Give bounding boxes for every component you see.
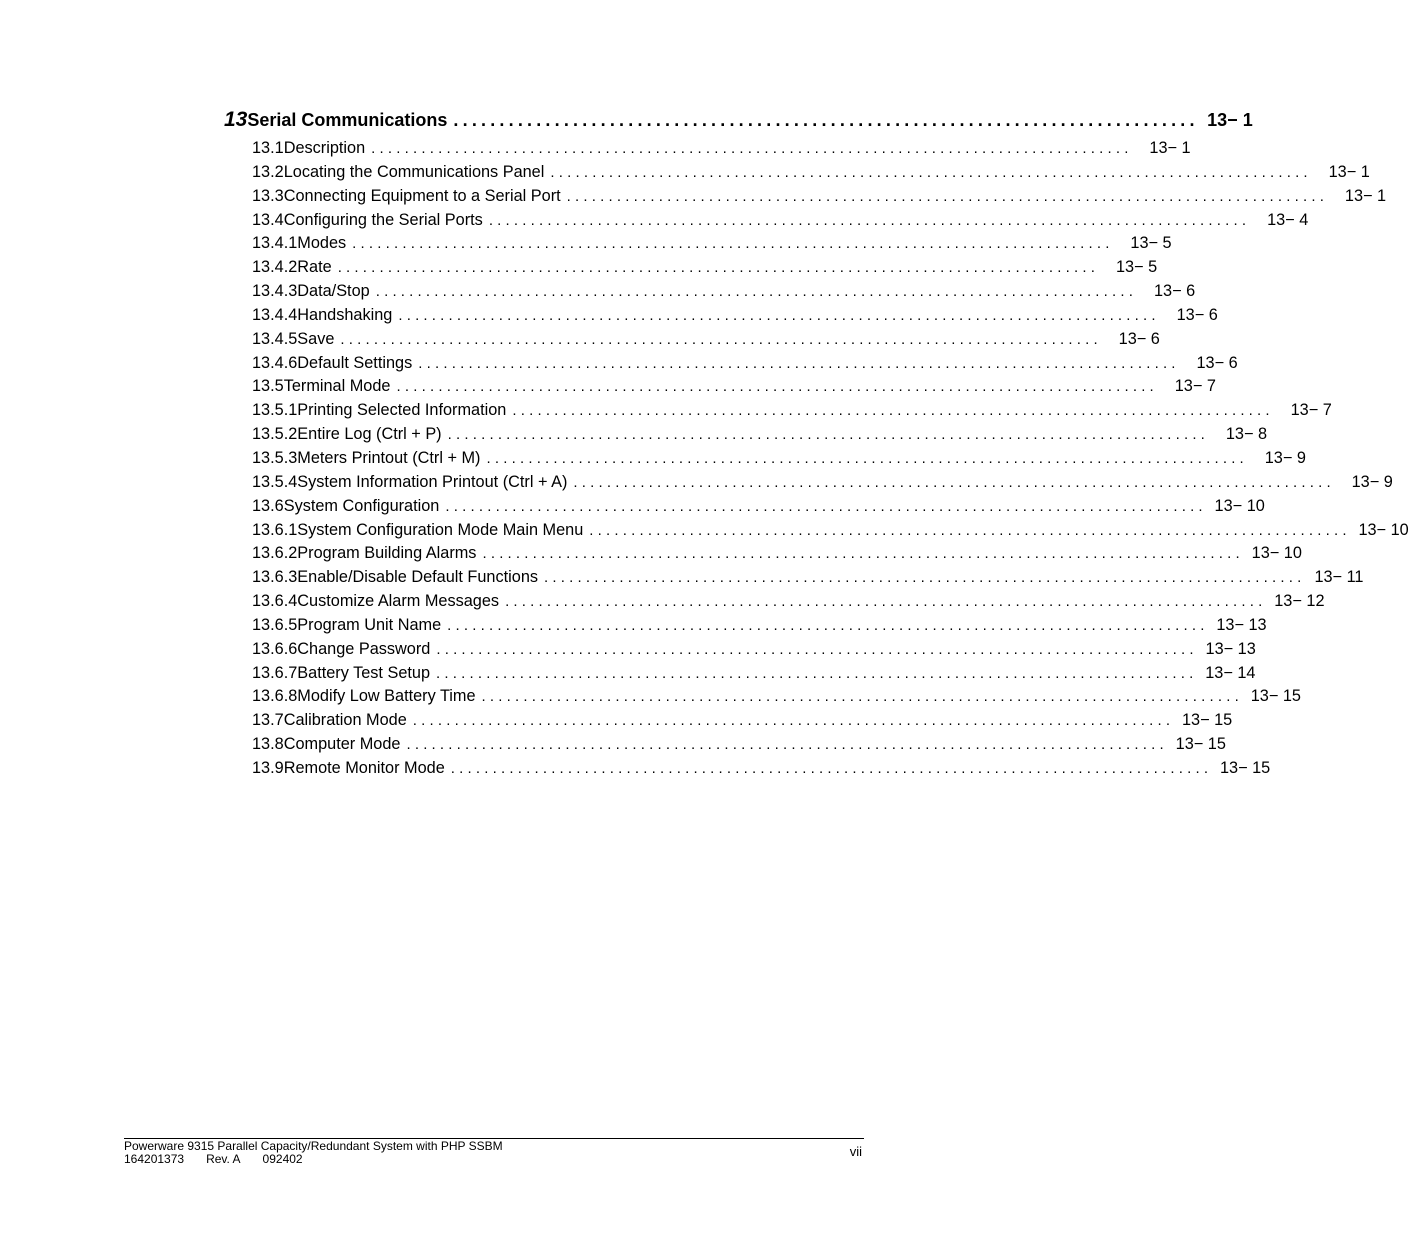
entry-title: System Information Printout (Ctrl + A) (297, 472, 568, 491)
toc-entry (252, 711, 1233, 735)
entry-page: 13− 13 (1205, 639, 1256, 658)
dot-leader: ........................................................................................... (550, 163, 1312, 181)
entry-page: 13− 10 (1214, 496, 1265, 515)
dot-leader: ........................................................................................... (566, 187, 1329, 205)
entry-number: 13.6.7 (252, 663, 298, 682)
entry-title: Customize Alarm Messages (297, 592, 500, 611)
entry-page: 13− 15 (1219, 758, 1271, 777)
entry-title: System Configuration Mode Main Menu (297, 520, 584, 539)
entry-title: Modes (297, 234, 347, 253)
entry-number: 13.2 (252, 162, 284, 181)
toc-entry (252, 663, 1256, 688)
footer (124, 1140, 503, 1166)
entry-title: Rate (297, 258, 332, 277)
entry-number: 13.6.6 (252, 639, 298, 658)
entry-number: 13.5.2 (252, 425, 298, 444)
footer-product: Powerware 9315 Parallel Capacity/Redundant System with PHP SSBM (124, 1139, 503, 1153)
dot-leader: ........................................................................................... (450, 759, 1213, 777)
entry-number: 13.4 (252, 210, 284, 229)
dot-leader: ................................................................................. (453, 110, 1199, 130)
entry-page: 13− 7 (1174, 377, 1216, 396)
entry-title: Description (283, 139, 366, 157)
entry-number: 13.6.4 (252, 592, 298, 611)
entry-number: 13.5.1 (252, 401, 298, 420)
entry-number: 13.6.3 (252, 568, 298, 587)
entry-number: 13.7 (252, 711, 284, 730)
entry-page: 13− 6 (1176, 305, 1218, 324)
entry-title: Change Password (297, 639, 431, 658)
chapter-page: 13− 1 (1207, 110, 1253, 130)
toc-entry (252, 210, 1309, 235)
toc-entry (252, 687, 1301, 711)
dot-leader: ........................................................................................... (447, 426, 1210, 444)
entry-number: 13.5 (252, 377, 284, 396)
chapter-number: 13 (224, 108, 248, 131)
entry-title: Terminal Mode (283, 377, 391, 396)
entry-page: 13− 1 (1149, 139, 1191, 157)
entry-title: System Configuration (283, 496, 440, 515)
entry-number: 13.6.2 (252, 544, 298, 563)
entry-title: Default Settings (297, 353, 413, 372)
dot-leader: ........................................................................................... (482, 545, 1244, 563)
entry-page: 13− 10 (1251, 544, 1302, 563)
entry-title: Connecting Equipment to a Serial Port (283, 186, 561, 205)
entry-number: 13.3 (252, 186, 284, 205)
dot-leader: ........................................................................................... (445, 497, 1207, 515)
toc-entry (252, 735, 1226, 759)
dot-leader: ........................................................................................... (447, 616, 1209, 634)
footer-date: 092402 (262, 1152, 303, 1166)
chapter-heading (224, 108, 1253, 134)
entry-page: 13− 7 (1290, 401, 1332, 420)
entry-page: 13− 1 (1328, 162, 1370, 181)
toc-entry (252, 496, 1265, 521)
entry-number: 13.4.6 (252, 353, 298, 372)
toc-entry (252, 615, 1267, 640)
toc-entry (252, 448, 1306, 473)
entry-page: 13− 12 (1274, 592, 1325, 611)
entry-page: 13− 6 (1118, 329, 1160, 348)
entry-number: 13.6.5 (252, 615, 298, 634)
footer-doc-info (124, 1153, 503, 1166)
dot-leader: ........................................................................................... (406, 736, 1168, 754)
entry-page: 13− 9 (1351, 472, 1393, 491)
entry-page: 13− 6 (1196, 353, 1238, 372)
entry-page: 13− 15 (1181, 711, 1233, 730)
toc-entry (252, 305, 1218, 330)
entry-title: Calibration Mode (283, 711, 407, 730)
toc-entry (252, 258, 1158, 282)
entry-number: 13.6.1 (252, 520, 298, 539)
toc-list (252, 139, 1409, 783)
toc-entry (252, 234, 1172, 258)
entry-page: 13− 1 (1344, 186, 1387, 205)
entry-number: 13.1 (252, 139, 284, 157)
entry-number: 13.4.3 (252, 282, 298, 301)
toc-entry (252, 401, 1332, 425)
toc-entry (252, 377, 1216, 401)
entry-page: 13− 14 (1205, 663, 1256, 682)
toc-entry (252, 282, 1196, 306)
dot-leader: ........................................................................................... (340, 330, 1102, 348)
toc-entry (252, 186, 1387, 211)
entry-title: Modify Low Battery Time (297, 687, 476, 706)
entry-title: Locating the Communications Panel (283, 162, 545, 181)
footer-doc-number: 164201373 (124, 1152, 185, 1166)
dot-leader: ........................................................................................... (505, 593, 1267, 611)
entry-title: Data/Stop (297, 282, 370, 301)
dot-leader: ........................................................................................... (418, 354, 1180, 372)
entry-page: 13− 13 (1216, 615, 1267, 634)
dot-leader: ........................................................................................... (488, 211, 1251, 229)
dot-leader: ........................................................................................... (398, 306, 1160, 324)
entry-page: 13− 4 (1267, 210, 1309, 229)
page-number: vii (849, 1144, 862, 1159)
dot-leader: ........................................................................................... (436, 664, 1198, 682)
entry-page: 13− 6 (1153, 282, 1196, 301)
toc-entry (252, 544, 1302, 568)
toc-entry (252, 639, 1256, 664)
toc-entry (252, 329, 1160, 354)
dot-leader: ........................................................................................... (481, 688, 1243, 706)
toc-entry (252, 353, 1238, 378)
toc-entry (252, 425, 1268, 449)
chapter-title: Serial Communications (247, 110, 448, 130)
entry-title: Configuring the Serial Ports (283, 210, 483, 229)
dot-leader: ........................................................................................... (371, 140, 1133, 157)
entry-page: 13− 5 (1130, 234, 1172, 253)
entry-number: 13.4.2 (252, 258, 298, 277)
entry-title: Battery Test Setup (297, 663, 431, 682)
entry-title: Program Building Alarms (297, 544, 477, 563)
entry-number: 13.5.3 (252, 448, 298, 467)
entry-number: 13.5.4 (252, 472, 298, 491)
entry-title: Enable/Disable Default Functions (297, 568, 539, 587)
entry-page: 13− 5 (1115, 258, 1158, 277)
toc-entry (252, 592, 1325, 616)
dot-leader: ........................................................................................... (436, 640, 1198, 658)
dot-leader: ........................................................................................... (544, 569, 1306, 587)
entry-title: Entire Log (Ctrl + P) (297, 425, 442, 444)
entry-number: 13.8 (252, 735, 284, 754)
toc-entry (252, 758, 1271, 783)
dot-leader: ........................................................................................... (352, 235, 1114, 253)
entry-title: Remote Monitor Mode (283, 758, 445, 777)
toc-entry (252, 568, 1364, 592)
entry-number: 13.4.4 (252, 305, 298, 324)
dot-leader: ........................................................................................... (396, 378, 1158, 396)
entry-number: 13.6 (252, 496, 284, 515)
entry-page: 13− 15 (1250, 687, 1301, 706)
dot-leader: ........................................................................................... (512, 402, 1274, 420)
entry-page: 13− 15 (1175, 735, 1226, 754)
entry-page: 13− 8 (1225, 425, 1268, 444)
toc-entry (252, 520, 1409, 545)
toc-entry (252, 162, 1370, 187)
dot-leader: ........................................................................................... (486, 449, 1248, 467)
entry-page: 13− 9 (1264, 448, 1306, 467)
toc-entry (252, 472, 1393, 497)
entry-title: Save (297, 329, 335, 348)
toc-entry (252, 139, 1191, 163)
entry-title: Meters Printout (Ctrl + M) (297, 448, 481, 467)
entry-title: Program Unit Name (297, 615, 442, 634)
dot-leader: ........................................................................................... (375, 283, 1138, 301)
entry-number: 13.4.1 (252, 234, 298, 253)
entry-title: Printing Selected Information (297, 401, 507, 420)
dot-leader: ........................................................................................... (589, 521, 1351, 539)
dot-leader: ........................................................................................... (412, 712, 1175, 730)
entry-number: 13.9 (252, 758, 284, 777)
entry-title: Handshaking (297, 305, 393, 324)
entry-number: 13.6.8 (252, 687, 298, 706)
entry-page: 13− 10 (1358, 520, 1409, 539)
footer-revision: Rev. A (206, 1152, 241, 1166)
entry-page: 13− 11 (1314, 568, 1364, 587)
dot-leader: ........................................................................................... (337, 259, 1100, 277)
entry-title: Computer Mode (283, 735, 401, 754)
entry-number: 13.4.5 (252, 329, 298, 348)
dot-leader: ........................................................................................... (573, 473, 1335, 491)
